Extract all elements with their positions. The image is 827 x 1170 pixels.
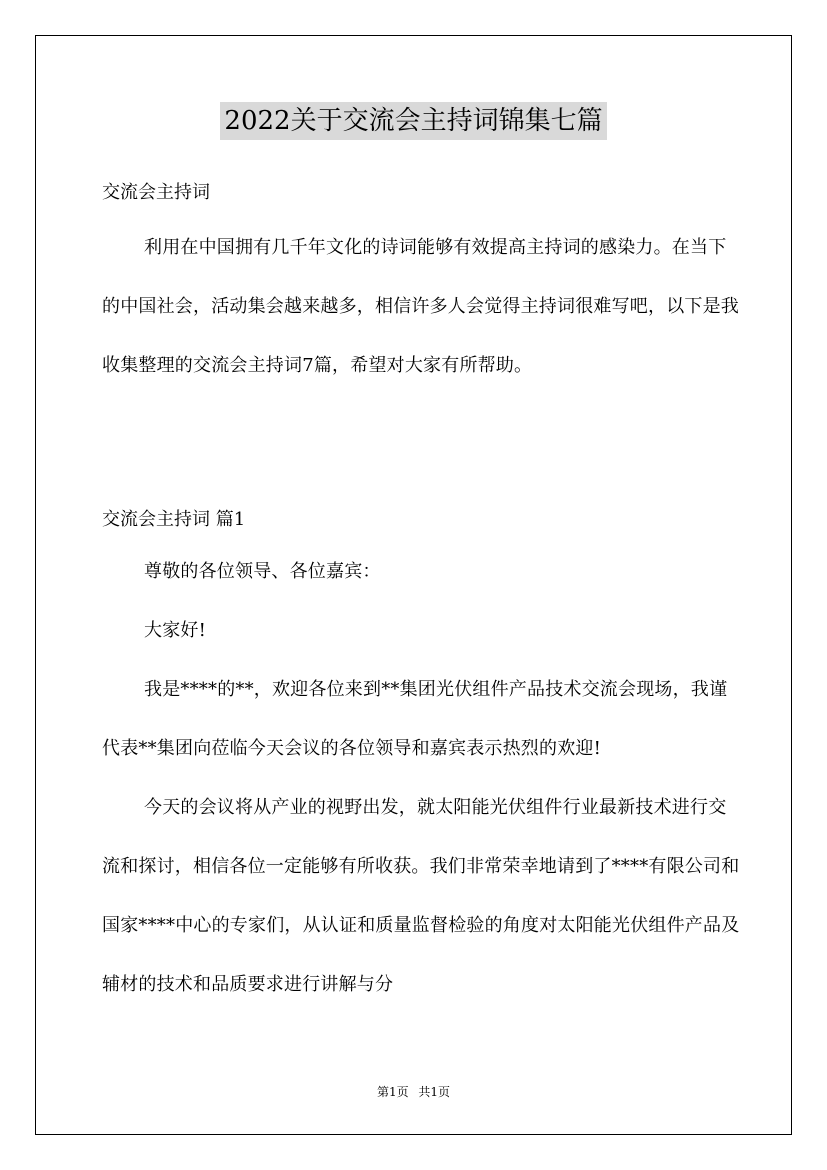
page-total: 共1页: [418, 1085, 451, 1099]
document-title: [0, 102, 827, 140]
title-text: 2022关于交流会主持词锦集七篇: [220, 102, 606, 140]
section-heading: 交流会主持词: [102, 182, 210, 203]
meeting-paragraph: 今天的会议将从产业的视野出发，就太阳能光伏组件行业最新技术进行交流和探讨，相信各位一定能够有所收获。我们非常荣幸地请到了****有限公司和国家****中心的专家们，从认证和质量监督检验的角度对太阳能光伏组件产品及辅材的技术和品质要求进行讲解与分: [102, 797, 740, 995]
page-footer: [0, 1083, 827, 1100]
page-number: 第1页: [376, 1085, 409, 1099]
greeting-line: 尊敬的各位领导、各位嘉宾：: [144, 561, 381, 582]
part1-heading: 交流会主持词 篇1: [102, 509, 246, 530]
welcome-paragraph: 我是****的**，欢迎各位来到**集团光伏组件产品技术交流会现场，我谨代表**集团向莅临今天会议的各位领导和嘉宾表示热烈的欢迎!: [102, 679, 728, 759]
intro-paragraph: 利用在中国拥有几千年文化的诗词能够有效提高主持词的感染力。在当下的中国社会，活动集会越来越多，相信许多人会觉得主持词很难写吧，以下是我收集整理的交流会主持词7篇，希望对大家有所帮助。: [102, 237, 739, 376]
intro-block: [102, 218, 742, 395]
part1-body: [102, 542, 742, 1014]
hello-line: 大家好!: [144, 620, 207, 641]
